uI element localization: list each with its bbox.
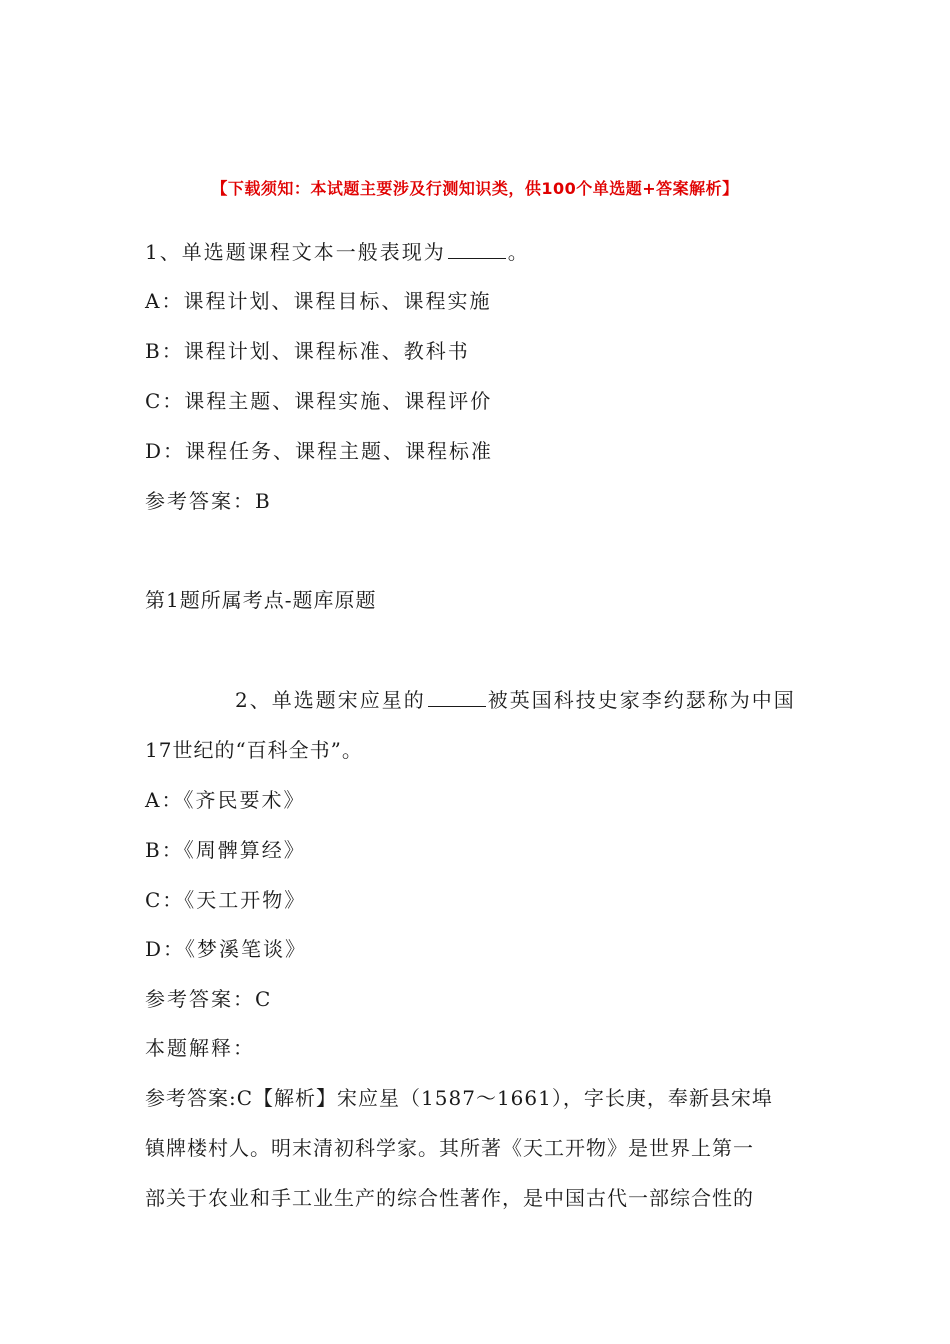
question-2-option-b: B：《周髀算经》 — [145, 838, 306, 862]
question-2-explanation-line1: 参考答案:C【解析】宋应星（1587～1661），字长庚，奉新县宋埠 — [145, 1086, 773, 1110]
question-2-option-a: A：《齐民要术》 — [145, 788, 306, 812]
question-1-stem-text: 1、单选题课程文本一般表现为 — [145, 240, 446, 264]
question-1-point: 第1题所属考点-题库原题 — [145, 588, 377, 612]
question-2-stem-text: 2、单选题宋应星的 — [235, 688, 426, 712]
question-1-option-b: B：课程计划、课程标准、教科书 — [145, 339, 470, 363]
question-2-explanation-line3: 部关于农业和手工业生产的综合性著作，是中国古代一部综合性的 — [145, 1186, 754, 1210]
question-1-option-d: D：课程任务、课程主题、课程标准 — [145, 439, 494, 463]
question-1-stem — [145, 240, 530, 264]
question-2-answer: 参考答案：C — [145, 987, 273, 1011]
question-1-option-c: C：课程主题、课程实施、课程评价 — [145, 389, 493, 413]
question-2-stem-rest: 被英国科技史家李约瑟称为中国 — [487, 688, 796, 712]
question-1-stem-end: 。 — [507, 240, 530, 264]
question-2-explanation-line2: 镇牌楼村人。明末清初科学家。其所著《天工开物》是世界上第一 — [145, 1136, 754, 1160]
question-2-option-d: D：《梦溪笔谈》 — [145, 937, 308, 961]
question-2-stem-line1 — [235, 688, 796, 712]
question-2-option-c: C：《天工开物》 — [145, 888, 307, 912]
download-notice: 【下载须知：本试题主要涉及行测知识类，供100个单选题+答案解析】 — [211, 179, 739, 198]
answer-blank — [428, 688, 486, 707]
answer-blank — [448, 240, 506, 259]
question-1-answer: 参考答案：B — [145, 489, 272, 513]
question-1-option-a: A：课程计划、课程目标、课程实施 — [145, 289, 492, 313]
question-2-stem-line2: 17世纪的“百科全书”。 — [145, 738, 363, 762]
question-2-explain-label: 本题解释： — [145, 1036, 255, 1060]
